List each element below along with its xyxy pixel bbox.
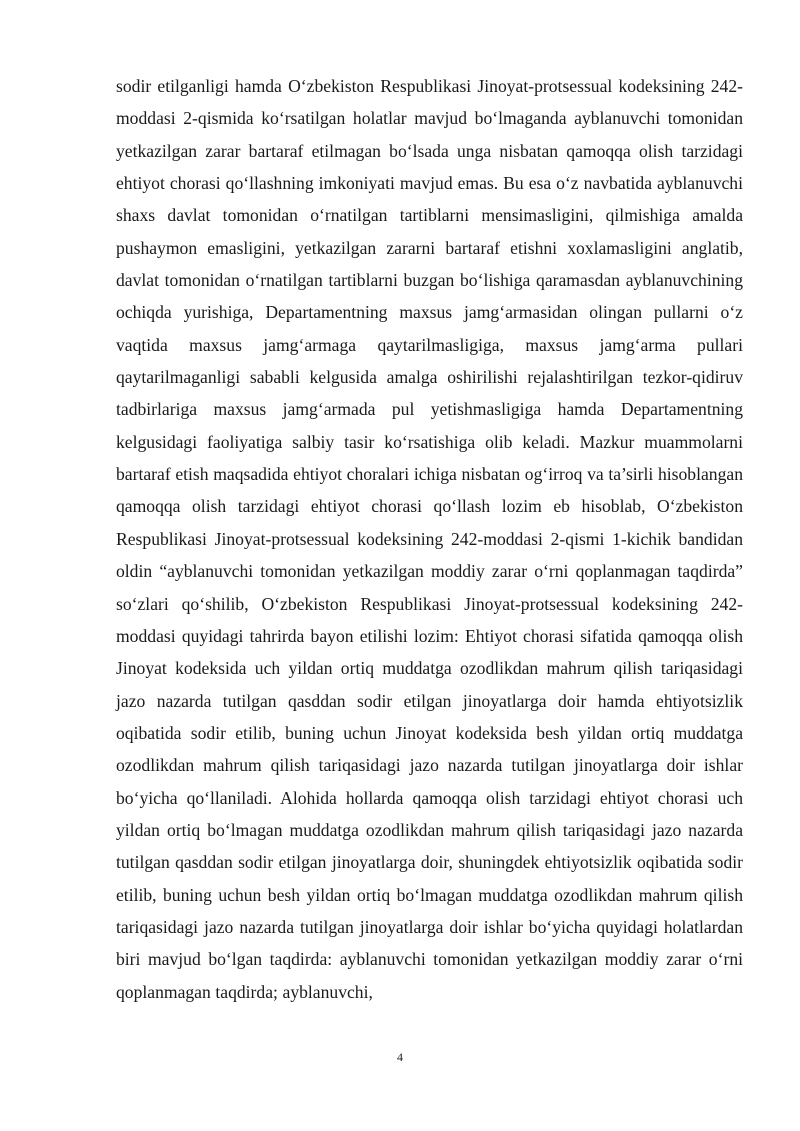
body-paragraph: sodir etilganligi hamda O‘zbekiston Respublikasi Jinoyat-protsessual kodeksining 242-moddasi 2-qismida ko‘rsatilgan holatlar mavjud bo‘lmaganda ayblanuvchi tomonidan yetkazilgan zarar bartaraf etilmagan bo‘lsada unga nisbatan qamoqqa olish tarzidagi ehtiyot chorasi qo‘llashning imkoniyati mavjud emas. Bu esa o‘z navbatida ayblanuvchi shaxs davlat tomonidan o‘rnatilgan tartiblarni mensimasligini, qilmishiga amalda pushaymon emasligini, yetkazilgan zararni bartaraf etishni xoxlamasligini anglatib, davlat tomonidan o‘rnatilgan tartiblarni buzgan bo‘lishiga qaramasdan ayblanuvchining ochiqda yurishiga, Departamentning maxsus jamg‘armasidan olingan pullarni o‘z vaqtida maxsus jamg‘armaga qaytarilmasligiga, maxsus jamg‘arma pullari qaytarilmaganligi sababli kelgusida amalga oshirilishi rejalashtirilgan tezkor-qidiruv tadbirlariga maxsus jamg‘armada pul yetishmasligiga hamda Departamentning kelgusidagi faoliyatiga salbiy tasir ko‘rsatishiga olib keladi. Mazkur muammolarni bartaraf etish maqsadida ehtiyot choralari ichiga nisbatan og‘irroq va ta’sirli hisoblangan qamoqqa olish tarzidagi ehtiyot chorasi qo‘llash lozim eb hisoblab, O‘zbekiston Respublikasi Jinoyat-protsessual kodeksining 242-moddasi 2-qismi 1-kichik bandidan oldin “ayblanuvchi tomonidan yetkazilgan moddiy zarar o‘rni qoplanmagan taqdirda” so‘zlari qo‘shilib, O‘zbekiston Respublikasi Jinoyat-protsessual kodeksining 242-moddasi quyidagi tahrirda bayon etilishi lozim: Ehtiyot chorasi sifatida qamoqqa olish Jinoyat kodeksida uch yildan ortiq muddatga ozodlikdan mahrum qilish tariqasidagi jazo nazarda tutilgan qasddan sodir etilgan jinoyatlarga doir hamda ehtiyotsizlik oqibatida sodir etilib, buning uchun Jinoyat kodeksida besh yildan ortiq muddatga ozodlikdan mahrum qilish tariqasidagi jazo nazarda tutilgan jinoyatlarga doir ishlar bo‘yicha qo‘llaniladi. Alohida hollarda qamoqqa olish tarzidagi ehtiyot chorasi uch yildan ortiq bo‘lmagan muddatga ozodlikdan mahrum qilish tariqasidagi jazo nazarda tutilgan qasddan sodir etilgan jinoyatlarga doir, shuningdek ehtiyotsizlik oqibatida sodir etilib, buning uchun besh yildan ortiq bo‘lmagan muddatga ozodlikdan mahrum qilish tariqasidagi jazo nazarda tutilgan jinoyatlarga doir ishlar bo‘yicha quyidagi holatlardan biri mavjud bo‘lgan taqdirda: ayblanuvchi tomonidan yetkazilgan moddiy zarar o‘rni qoplanmagan taqdirda; ayblanuvchi, (116, 76, 743, 1002)
page-number: 4 (397, 1050, 403, 1064)
